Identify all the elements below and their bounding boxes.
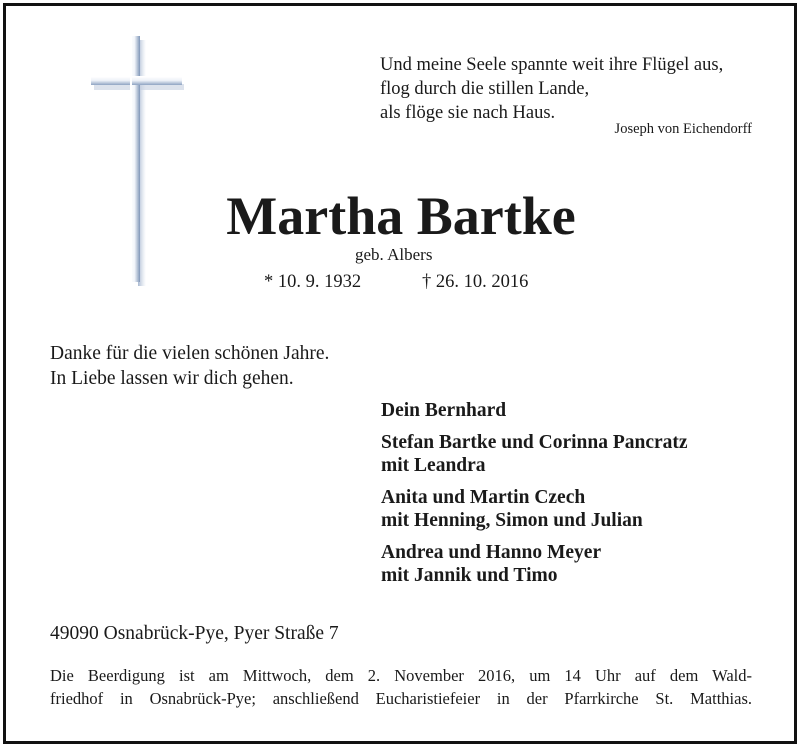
death-date: † 26. 10. 2016 <box>422 272 529 292</box>
mourner-group <box>381 399 688 422</box>
mourner-line: mit Leandra <box>381 455 486 476</box>
mourner-line: mit Henning, Simon und Julian <box>381 510 643 531</box>
thanks-text <box>50 341 329 391</box>
poem-author: Joseph von Eichendorff <box>614 121 752 137</box>
deceased-name <box>0 186 800 246</box>
poem-line: Und meine Seele spannte weit ihre Flügel aus, <box>380 55 724 75</box>
funeral-line: friedhof in Osnabrück-Pye; anschließend Eucharistiefeier in der Pfarrkirche St. Matthias. <box>50 689 752 708</box>
poem <box>380 53 723 125</box>
funeral-info <box>50 664 752 710</box>
mourner-line: Stefan Bartke und Corinna Pancratz <box>381 432 688 453</box>
mourner-group <box>381 431 688 477</box>
maiden-name: geb. Albers <box>355 245 433 264</box>
birth-date: * 10. 9. 1932 <box>264 272 362 292</box>
poem-line: als flöge sie nach Haus. <box>380 103 556 123</box>
funeral-line: Die Beerdigung ist am Mittwoch, dem 2. November 2016, um 14 Uhr auf dem Wald- <box>50 666 752 685</box>
address: 49090 Osnabrück-Pye, Pyer Straße 7 <box>50 623 339 644</box>
mourner-line: Dein Bernhard <box>381 400 507 421</box>
deceased-name-text: Martha Bartke <box>226 186 576 246</box>
cross-icon <box>88 34 188 286</box>
mourner-group <box>381 486 688 532</box>
mourner-line: mit Jannik und Timo <box>381 565 558 586</box>
thanks-line: Danke für die vielen schönen Jahre. <box>50 343 330 364</box>
poem-line: flog durch die stillen Lande, <box>380 79 590 99</box>
thanks-line: In Liebe lassen wir dich gehen. <box>50 368 294 389</box>
mourner-line: Andrea und Hanno Meyer <box>381 542 602 563</box>
mourner-line: Anita und Martin Czech <box>381 487 586 508</box>
mourner-group <box>381 541 688 587</box>
mourners-list <box>381 399 688 596</box>
